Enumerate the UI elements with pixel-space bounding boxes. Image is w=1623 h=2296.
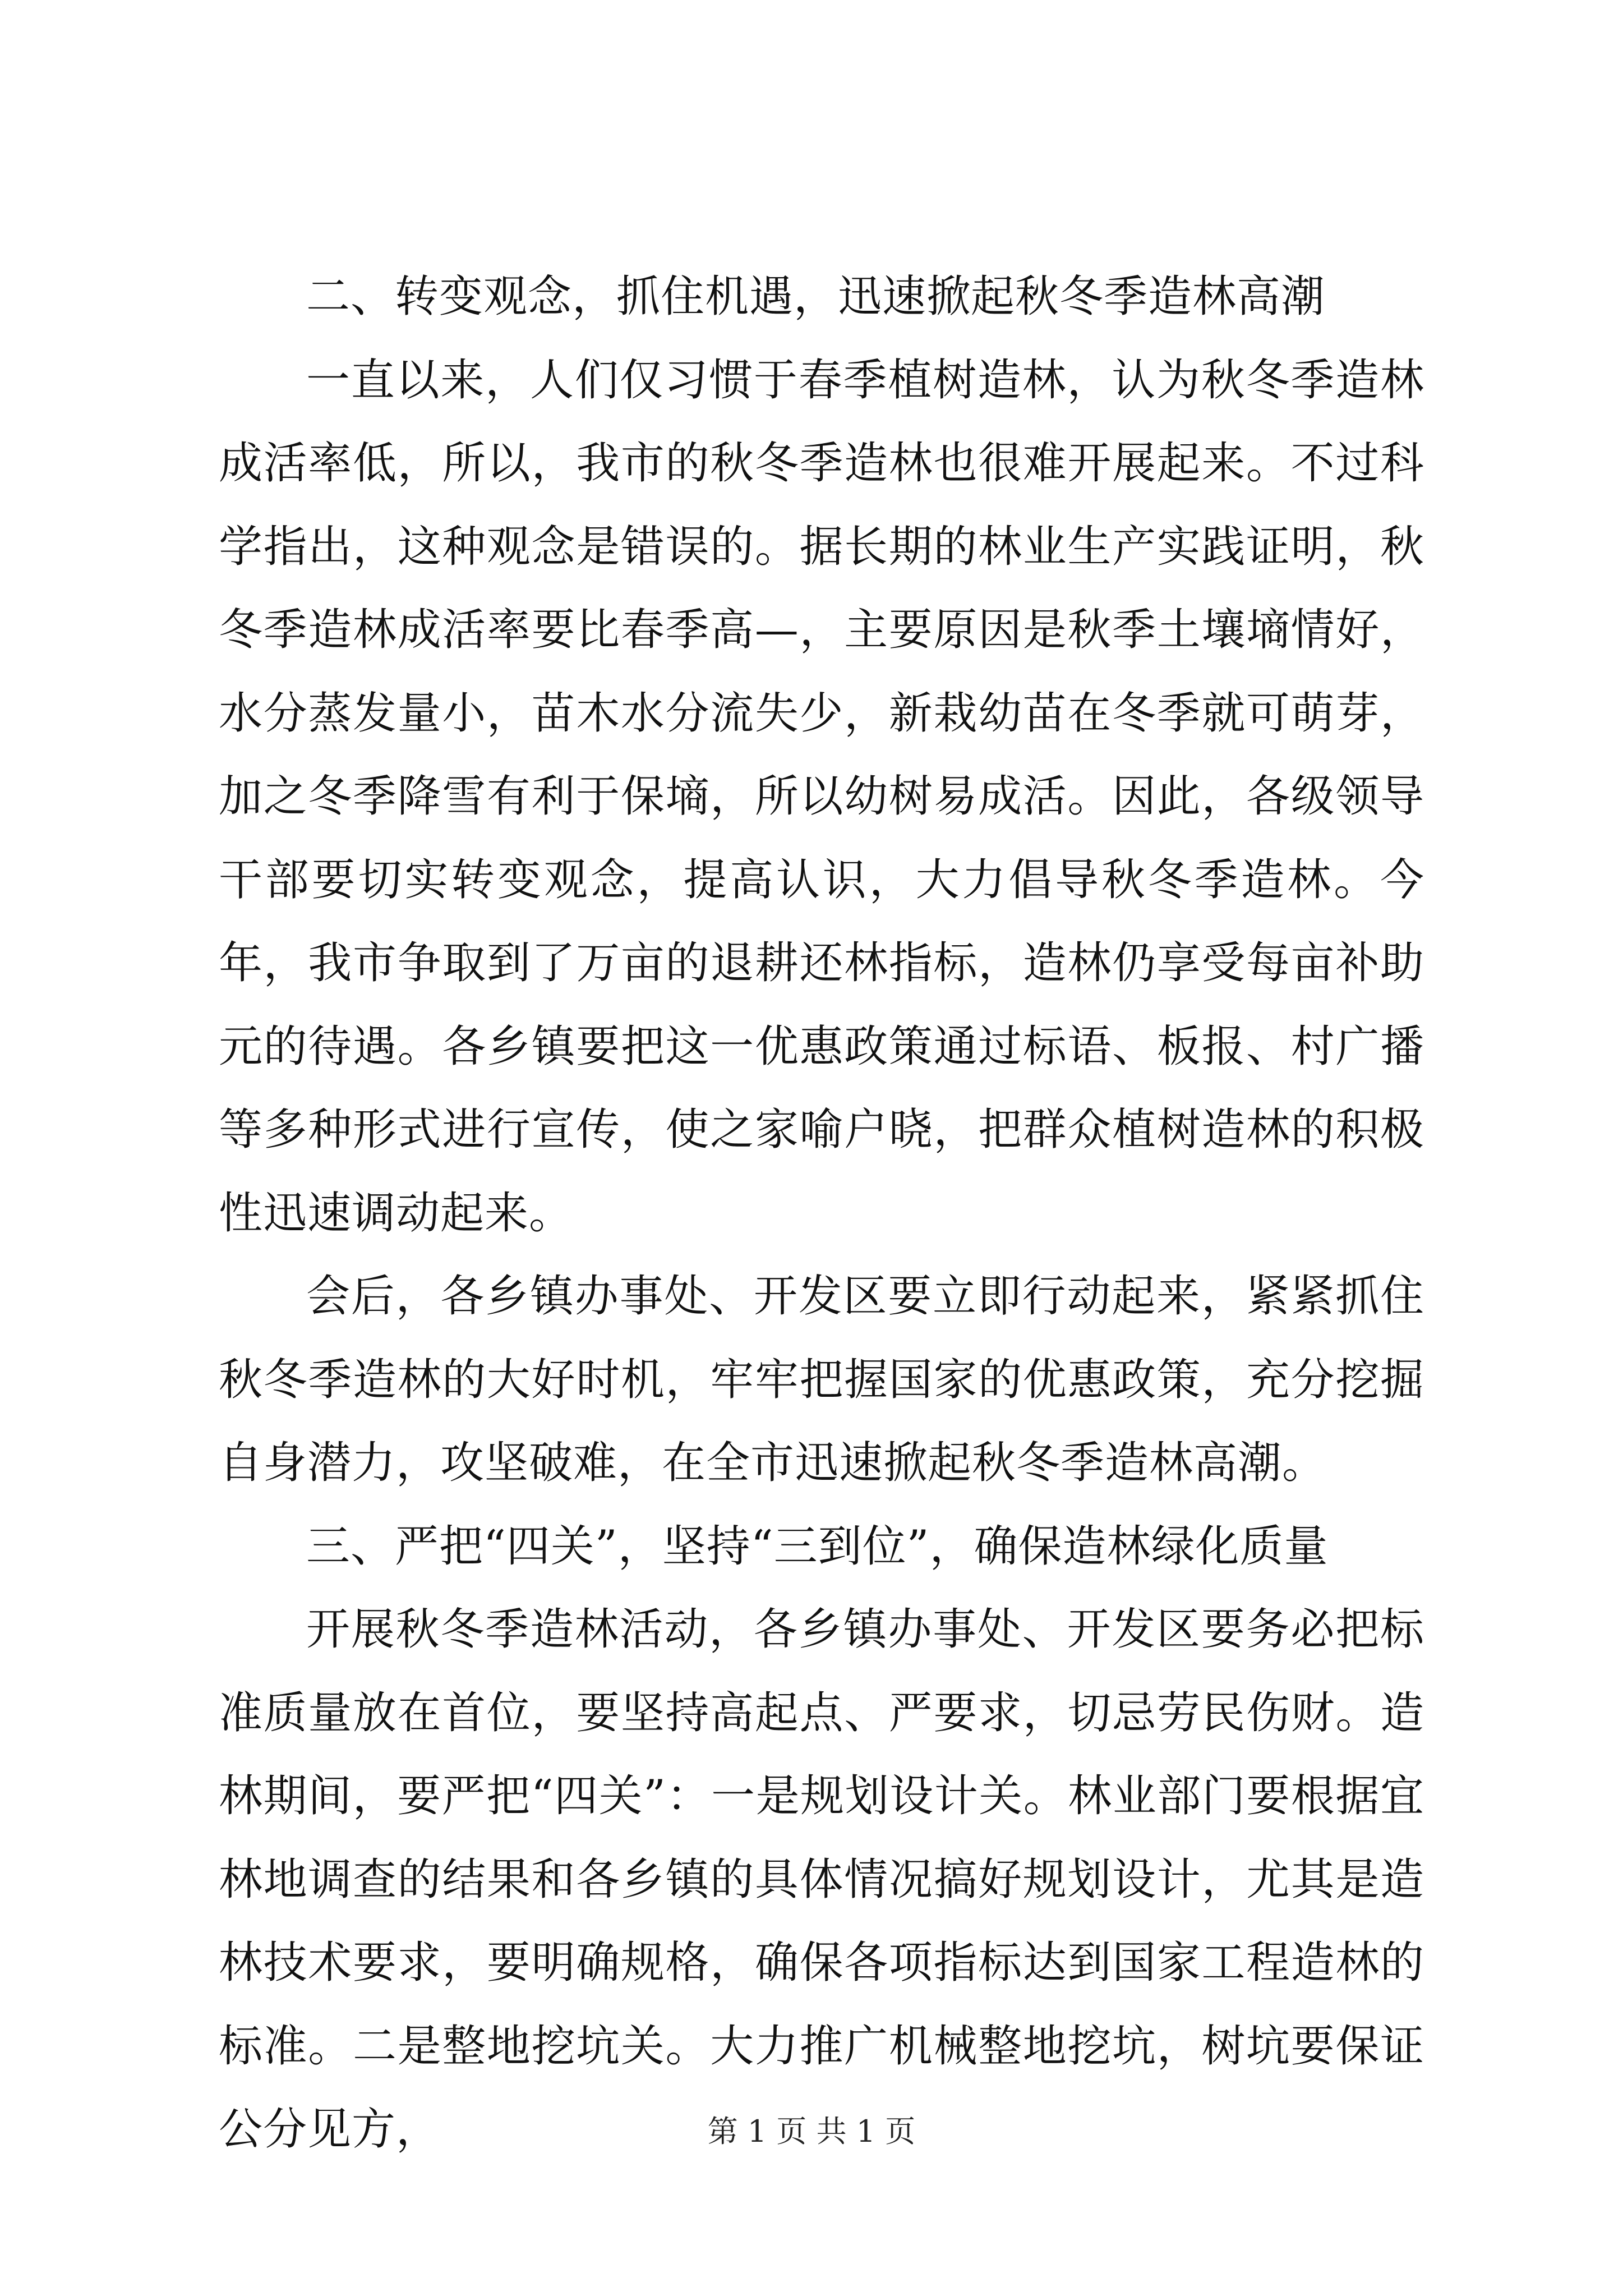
- paragraph: 一直以来，人们仅习惯于春季植树造林，认为秋冬季造林成活率低，所以，我市的秋冬季造林也很难开展起来。不过科学指出，这种观念是错误的。据长期的林业生产实践证明，秋冬季造林成活率要比春季高—，主要原因是秋季土壤墒情好，水分蒸发量小，苗木水分流失少，新栽幼苗在冬季就可萌芽，加之冬季降雪有利于保墒，所以幼树易成活。因此，各级领导干部要切实转变观念，提高认识，大力倡导秋冬季造林。今年，我市争取到了万亩的退耕还林指标，造林仍享受每亩补助元的待遇。各乡镇要把这一优惠政策通过标语、板报、村广播等多种形式进行宣传，使之家喻户晓，把群众植树造林的积极性迅速调动起来。: [219, 355, 1424, 1239]
- section-heading-2: 二、转变观念，抓住机遇，迅速掀起秋冬季造林高潮: [306, 272, 1326, 322]
- section-heading-3: 三、严把“四关”，坚持“三到位”，确保造林绿化质量: [306, 1521, 1329, 1572]
- paragraph: 会后，各乡镇办事处、开发区要立即行动起来，紧紧抓住秋冬季造林的大好时机，牢牢把握国家的优惠政策，充分挖掘自身潜力，攻坚破难，在全市迅速掀起秋冬季造林高潮。: [219, 1271, 1424, 1488]
- document-body: [219, 255, 1424, 2171]
- paragraph: 开展秋冬季造林活动，各乡镇办事处、开发区要务必把标准质量放在首位，要坚持高起点、严要求，切忌劳民伤财。造林期间，要严把“四关”：一是规划设计关。林业部门要根据宜林地调查的结果和各乡镇的具体情况搞好规划设计，尤其是造林技术要求，要明确规格，确保各项指标达到国家工程造林的标准。二是整地挖坑关。大力推广机械整地挖坑，树坑要保证公分见方，: [219, 1604, 1424, 2155]
- page-number-footer: 第 1 页 共 1 页: [707, 2114, 916, 2149]
